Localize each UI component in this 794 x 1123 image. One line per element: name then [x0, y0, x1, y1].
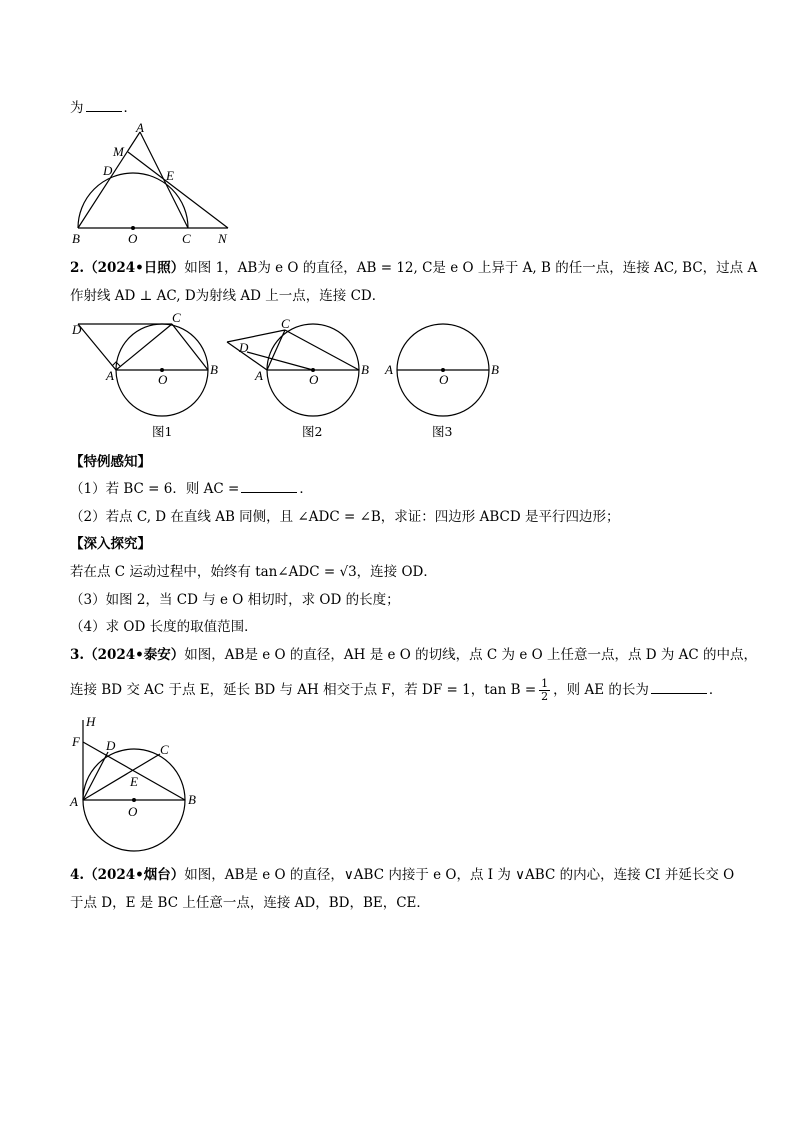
q2-line2	[70, 284, 385, 304]
fig-caption-3: 图3	[432, 424, 453, 439]
q2-section-explore	[70, 532, 151, 552]
q2-part4	[70, 615, 258, 635]
section-title: 【深入探究】	[70, 536, 151, 552]
label-B: B	[72, 231, 80, 246]
part4-text: （4）求 OD 长度的取值范围．	[70, 619, 258, 635]
q3-label-E: E	[130, 774, 138, 789]
q2-line1	[70, 256, 757, 276]
fig1-label-O: O	[158, 372, 168, 387]
q3-text1: 如图，AB是 e O 的直径，AH 是 e O 的切线，点 C 为 e O 上任意一点，点 D 为 AC 的中点，	[184, 647, 758, 663]
q3-number: 3.	[70, 647, 85, 663]
fig2-label-C: C	[281, 316, 290, 331]
answer-blank	[86, 99, 122, 112]
q3-text2-end: ．	[708, 682, 723, 698]
q3-text2b: ，则 AE 的长为	[553, 682, 649, 698]
q3-label-O: O	[128, 804, 138, 819]
label-M: M	[113, 144, 124, 159]
q4-line1	[70, 863, 734, 883]
condition-text: 若在点 C 运动过程中，始终有 tan∠ADC = √3，连接 OD．	[70, 564, 437, 580]
label-C: C	[182, 231, 191, 246]
q2-part3	[70, 588, 400, 608]
frac-denominator: 2	[541, 690, 549, 703]
q2-condition	[70, 560, 437, 580]
section-title: 【特例感知】	[70, 454, 151, 470]
q3-source: （2024•泰安）	[84, 647, 185, 663]
label-N: N	[218, 231, 227, 246]
fig-caption-1: 图1	[152, 424, 173, 439]
fig3-label-O: O	[439, 372, 449, 387]
q4-text1: 如图，AB是 e O 的直径，∨ABC 内接于 e O，点 I 为 ∨ABC 的内心，连接 CI 并延长交 O	[184, 867, 735, 883]
q3-label-D: D	[106, 738, 116, 753]
q4-source: （2024•烟台）	[84, 867, 185, 883]
label-O: O	[128, 231, 138, 246]
q4-line2	[70, 891, 430, 911]
q2-figure-1	[70, 310, 220, 415]
q2-part1	[70, 477, 313, 497]
q4-text2: 于点 D，E 是 BC 上任意一点，连接 AD，BD，BE，CE．	[70, 895, 430, 911]
q2-figure-2	[225, 310, 375, 415]
part3-text: （3）如图 2，当 CD 与 e O 相切时，求 OD 的长度；	[70, 592, 400, 608]
top-line-text: 为	[70, 100, 84, 116]
label-A: A	[136, 120, 144, 135]
frac-numerator: 1	[541, 677, 549, 690]
q3-figure	[68, 712, 208, 832]
fig2-label-O: O	[309, 372, 319, 387]
q3-label-C: C	[160, 742, 169, 757]
q3-line2	[70, 678, 722, 703]
q2-part2	[70, 505, 619, 525]
q3-label-B: B	[188, 792, 196, 807]
q1-figure	[68, 120, 238, 245]
fig-caption-2: 图2	[302, 424, 323, 439]
fig1-label-A: A	[106, 368, 114, 383]
q3-label-H: H	[86, 714, 96, 729]
q3-label-F: F	[72, 734, 80, 749]
label-E: E	[166, 168, 174, 183]
q4-number: 4.	[70, 867, 85, 883]
fraction-one-half	[539, 678, 550, 703]
top-line: 为 ．	[70, 100, 137, 116]
fig1-label-B: B	[210, 362, 218, 377]
q3-text2a: 连接 BD 交 AC 于点 E，延长 BD 与 AH 相交于点 F，若 DF = 1，tan B =	[70, 682, 537, 698]
fig2-label-D: D	[239, 340, 249, 355]
q2-number: 2.	[70, 260, 85, 276]
q3-line1	[70, 643, 757, 663]
fig2-label-A: A	[255, 368, 263, 383]
q2-figure-3	[385, 310, 505, 415]
fig2-label-B: B	[361, 362, 369, 377]
answer-blank	[651, 681, 707, 694]
q3-label-A: A	[70, 794, 78, 809]
part2-text: （2）若点 C, D 在直线 AB 同侧，且 ∠ADC = ∠B，求证：四边形 ABCD 是平行四边形；	[70, 509, 620, 525]
q2-section-special	[70, 450, 151, 470]
label-D: D	[103, 163, 113, 178]
fig1-label-D: D	[72, 322, 82, 337]
q2-text1: 如图 1，AB为 e O 的直径，AB = 12, C是 e O 上异于 A, B 的任一点，连接 AC, BC，过点 A	[184, 260, 758, 276]
fig3-label-A: A	[385, 362, 393, 377]
part1-end: ．	[299, 481, 313, 497]
fig3-label-B: B	[491, 362, 499, 377]
fig1-label-C: C	[172, 310, 181, 325]
q2-text2: 作射线 AD ⊥ AC, D为射线 AD 上一点，连接 CD．	[70, 288, 386, 304]
answer-blank	[241, 480, 297, 493]
part1-text: （1）若 BC = 6．则 AC =	[70, 481, 240, 497]
q2-source: （2024•日照）	[84, 260, 185, 276]
